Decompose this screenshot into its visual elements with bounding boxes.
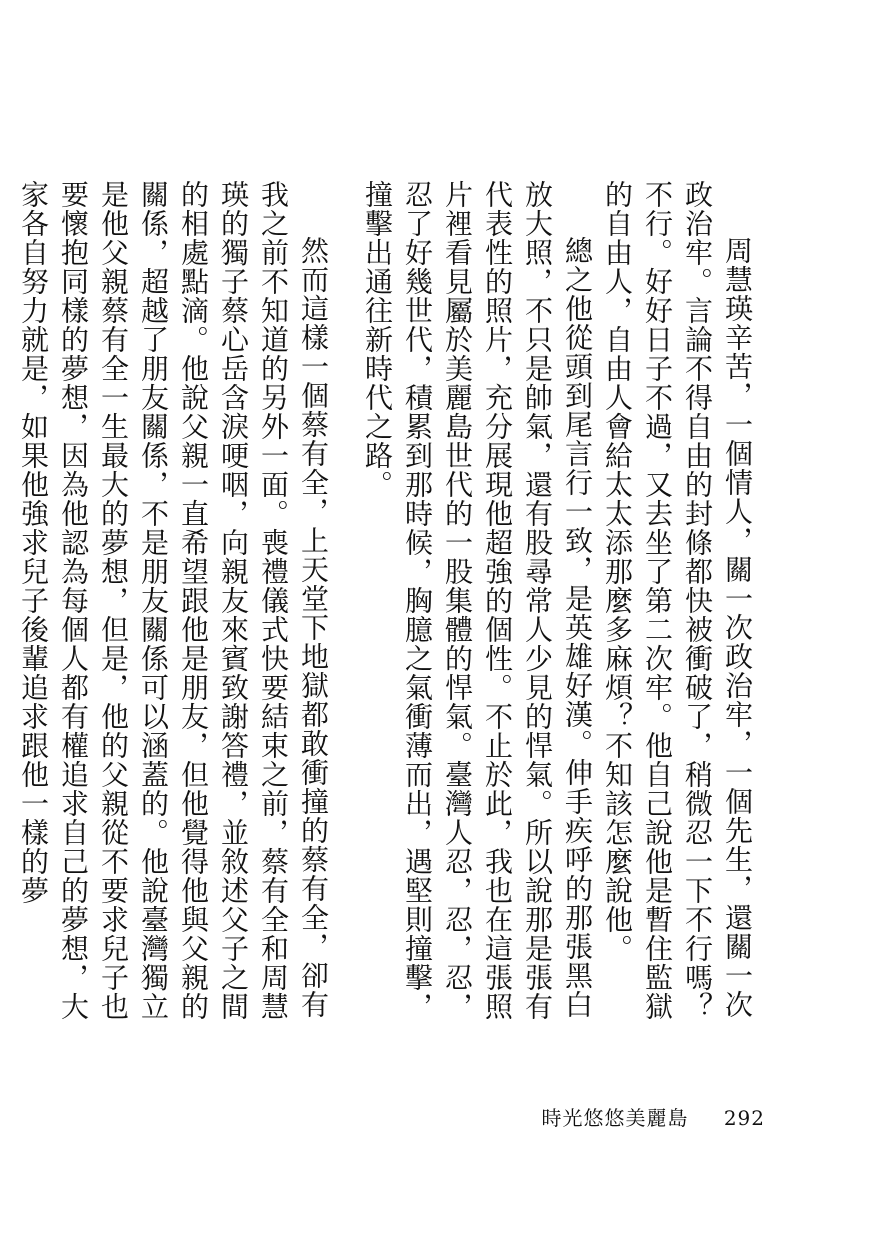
paragraph-3: 然而這樣一個蔡有全，上天堂下地獄都敢衝撞的蔡有全，卻有我之前不知道的另外一面。喪禮儀式快要結束之前，蔡有全和周慧瑛的獨子蔡心岳含淚哽咽，向親友來賓致謝答禮，並敘述父子之間的相處點滴。他說父親一直希望跟他是朋友，但他覺得他與父親的關係，超越了朋友關係，不是朋友關係可以涵蓋的。他說臺灣獨立是他父親蔡有全一生最大的夢想，但是，他的父親從不要求兒子也要懷抱同樣的夢想，因為他認為每個人都有權追求自己的夢想，大家各自努力就是，如果他強求兒子後輩追求跟他一樣的夢 (17, 180, 330, 1021)
page-number: 292 (723, 1106, 765, 1130)
page-footer (541, 1102, 765, 1131)
paragraph-2: 總之他從頭到尾言行一致，是英雄好漢。伸手疾呼的那張黑白放大照，不只是帥氣，還有股尋常人少見的悍氣。所以說那是張有代表性的照片，充分展現他超強的個性。不止於此，我也在這張照片裡看見屬於美麗島世代的一股集體的悍氣。臺灣人忍，忍，忍，忍了好幾世代，積累到那時候，胸臆之氣衝薄而出，遇堅則撞擊，撞擊出通往新時代之路。 (361, 180, 594, 1021)
book-title: 時光悠悠美麗島 (541, 1106, 689, 1130)
vertical-text-body (17, 180, 757, 1040)
paragraph-1: 周慧瑛辛苦，一個情人，關一次政治牢，一個先生，還關一次政治牢。言論不得自由的封條都快被衝破了，稍微忍一下不行嗎？不行。好好日子不過，又去坐了第二次牢。他自己說他是暫住監獄的自由人，自由人會給太太添那麼多麻煩？不知該怎麼說他。 (601, 180, 754, 1021)
